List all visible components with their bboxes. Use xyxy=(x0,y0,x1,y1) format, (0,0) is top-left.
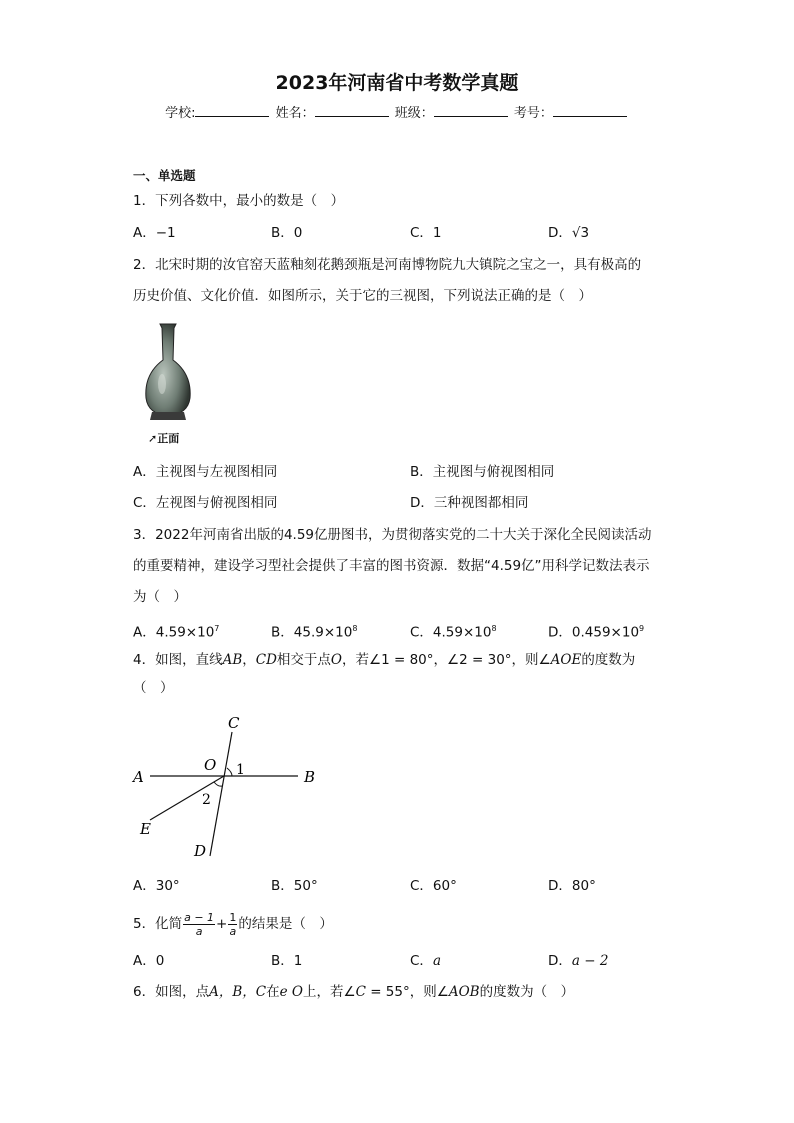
option-base: C．4.59×10 xyxy=(410,624,492,641)
label-d: D xyxy=(194,842,207,860)
q5-stem xyxy=(133,910,333,938)
q2-option-c: C．左视图与俯视图相同 xyxy=(133,495,278,511)
stem-text: 的度数为 xyxy=(581,652,636,668)
q2-stem-line2: 历史价值、文化价值．如图所示，关于它的三视图，下列说法正确的是（ ） xyxy=(133,288,592,304)
fraction-numerator: a − 1 xyxy=(184,910,215,924)
option-exponent: 9 xyxy=(639,624,645,633)
student-info-row xyxy=(0,102,794,121)
label-b: B xyxy=(304,768,316,786)
math-var: AOE xyxy=(550,652,582,668)
q1-option-c: C．1 xyxy=(410,225,442,241)
name-label: 姓名： xyxy=(275,106,315,121)
q2-option-d: D．三种视图都相同 xyxy=(410,495,529,511)
stem-text: 在 xyxy=(266,984,280,1000)
q2-option-a: A．主视图与左视图相同 xyxy=(133,464,278,480)
number-blank[interactable] xyxy=(553,104,627,117)
q6-stem xyxy=(133,982,574,1002)
plus-sign: + xyxy=(216,916,228,932)
label-c: C xyxy=(228,714,240,732)
vase-photo xyxy=(140,322,196,422)
label-2: 2 xyxy=(202,792,211,808)
q3-stem-line2: 的重要精神，建设学习型社会提供了丰富的图书资源．数据“4.59亿”用科学记数法表示 xyxy=(133,558,650,574)
class-blank[interactable] xyxy=(434,104,508,117)
school-blank[interactable] xyxy=(195,104,269,117)
fraction-1 xyxy=(183,911,215,938)
q3-option-c xyxy=(410,619,497,643)
math-var: a − 2 xyxy=(571,953,609,969)
ray-oe xyxy=(150,776,224,820)
q4-option-c: C．60° xyxy=(410,878,457,894)
angle-2-arc xyxy=(214,782,222,786)
front-arrow-icon: ➚ xyxy=(148,432,158,445)
math-var: A，B，C xyxy=(209,984,267,1000)
stem-text: 相交于点 xyxy=(276,652,331,668)
option-exponent: 7 xyxy=(214,624,220,633)
q5-option-b: B．1 xyxy=(271,953,303,969)
q4-option-d: D．80° xyxy=(548,878,596,894)
stem-text: 5．化简 xyxy=(133,916,183,932)
label-o: O xyxy=(204,756,217,774)
stem-text: 上，若∠ xyxy=(302,984,356,1000)
line-cd xyxy=(210,732,232,856)
math-var: CD xyxy=(255,652,277,668)
math-var: a xyxy=(432,953,441,969)
class-label: 班级： xyxy=(394,106,434,121)
number-label: 考号： xyxy=(513,106,553,121)
q1-stem: 1．下列各数中，最小的数是（ ） xyxy=(133,193,345,209)
q1-option-a: A．−1 xyxy=(133,225,176,241)
option-prefix: C． xyxy=(410,953,433,969)
math-var: O xyxy=(330,652,342,668)
exam-title: 2023年河南省中考数学真题 xyxy=(275,72,519,94)
option-base: A．4.59×10 xyxy=(133,624,215,641)
q5-option-c xyxy=(410,951,441,971)
q3-option-b xyxy=(271,619,357,643)
fraction-denominator: a xyxy=(195,924,203,938)
option-exponent: 8 xyxy=(352,624,358,633)
school-label: 学校: xyxy=(165,106,196,121)
q5-option-d xyxy=(548,951,608,971)
stem-text: 的度数为（ ） xyxy=(479,984,575,1000)
option-prefix: D． xyxy=(548,225,572,241)
stem-text: 6．如图，点 xyxy=(133,984,210,1000)
q3-stem-line3: 为（ ） xyxy=(133,589,187,605)
stem-text: 的结果是（ ） xyxy=(238,916,333,932)
fraction-2 xyxy=(228,911,237,938)
option-base: B．45.9×10 xyxy=(271,624,353,641)
section-heading: 一、单选题 xyxy=(133,168,196,183)
option-prefix: D． xyxy=(548,953,572,969)
q5-option-a: A．0 xyxy=(133,953,165,969)
q3-stem-line1: 3．2022年河南省出版的4.59亿册图书，为贯彻落实党的二十大关于深化全民阅读活动 xyxy=(133,527,652,543)
stem-text: 4．如图，直线 xyxy=(133,652,223,668)
front-view-label xyxy=(148,430,179,446)
math-var: AOB xyxy=(448,984,480,1000)
name-blank[interactable] xyxy=(315,104,389,117)
math-var: e O xyxy=(279,984,303,1000)
q1-option-d xyxy=(548,223,589,243)
label-a: A xyxy=(133,768,144,786)
q4-stem xyxy=(133,650,635,670)
angle-1-arc xyxy=(227,768,232,776)
stem-text: ，若∠1 = 80°，∠2 = 30°，则∠ xyxy=(342,652,551,668)
q3-option-d xyxy=(548,619,644,643)
label-1: 1 xyxy=(236,762,245,778)
q4-option-b: B．50° xyxy=(271,878,318,894)
option-exponent: 8 xyxy=(491,624,497,633)
stem-text: = 55°，则∠ xyxy=(365,984,449,1000)
stem-text: ， xyxy=(242,652,256,668)
fraction-denominator: a xyxy=(229,924,237,938)
option-base: D．0.459×10 xyxy=(548,624,640,641)
q4-option-a: A．30° xyxy=(133,878,180,894)
front-text: 正面 xyxy=(157,432,180,445)
q2-stem-line1: 2．北宋时期的汝官窑天蓝釉刻花鹅颈瓶是河南博物院九大镇院之宝之一，具有极高的 xyxy=(133,257,642,273)
q2-option-b: B．主视图与俯视图相同 xyxy=(410,464,555,480)
label-e: E xyxy=(140,820,151,838)
q1-option-b: B．0 xyxy=(271,225,303,241)
math-var: AB xyxy=(222,652,243,668)
q4-paren: （ ） xyxy=(133,680,174,696)
fraction-numerator: 1 xyxy=(229,910,237,924)
angle-figure xyxy=(128,708,328,864)
sqrt-value: √3 xyxy=(571,225,590,241)
math-var: C xyxy=(355,984,366,1000)
q3-option-a xyxy=(133,619,219,643)
